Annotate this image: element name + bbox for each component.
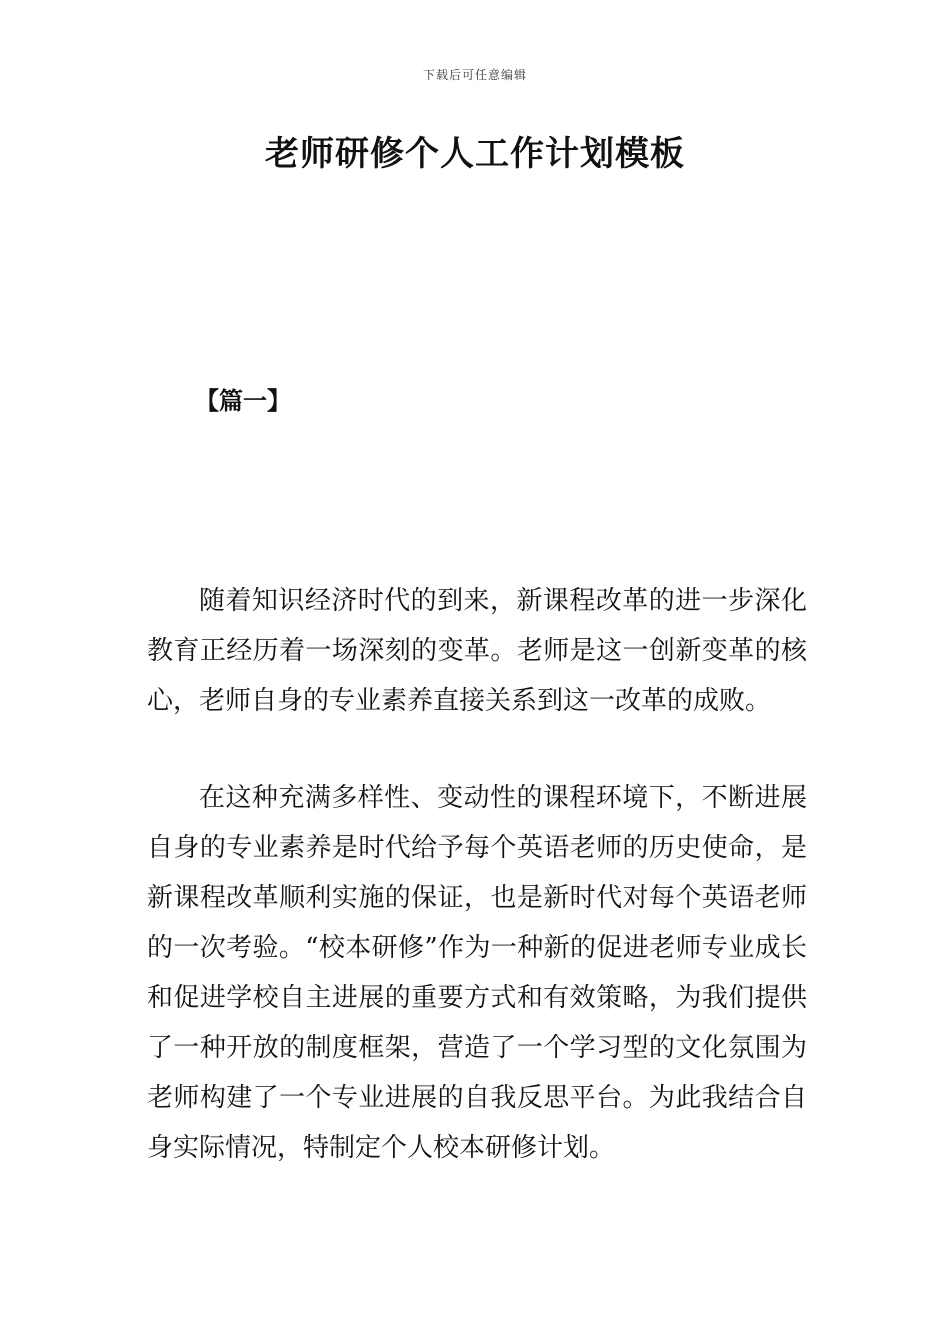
- section-label: 【篇一】: [195, 387, 291, 415]
- document-title: 老师研修个人工作计划模板: [265, 134, 685, 174]
- header-note: 下载后可任意编辑: [422, 68, 527, 82]
- body-paragraph: 在这种充满多样性、变动性的课程环境下，不断进展自身的专业素养是时代给予每个英语老师的历史使命，是新课程改革顺利实施的保证，也是新时代对每个英语老师的一次考验。“校本研修”作为一种新的促进老师专业成长和促进学校自主进展的重要方式和有效策略，为我们提供了一种开放的制度框架，营造了一个学习型的文化氛围为老师构建了一个专业进展的自我反思平台。为此我结合自身实际情况，特制定个人校本研修计划。: [147, 783, 807, 1163]
- body-paragraph: 随着知识经济时代的到来，新课程改革的进一步深化教育正经历着一场深刻的变革。老师是这一创新变革的核心，老师自身的专业素养直接关系到这一改革的成败。: [147, 586, 807, 716]
